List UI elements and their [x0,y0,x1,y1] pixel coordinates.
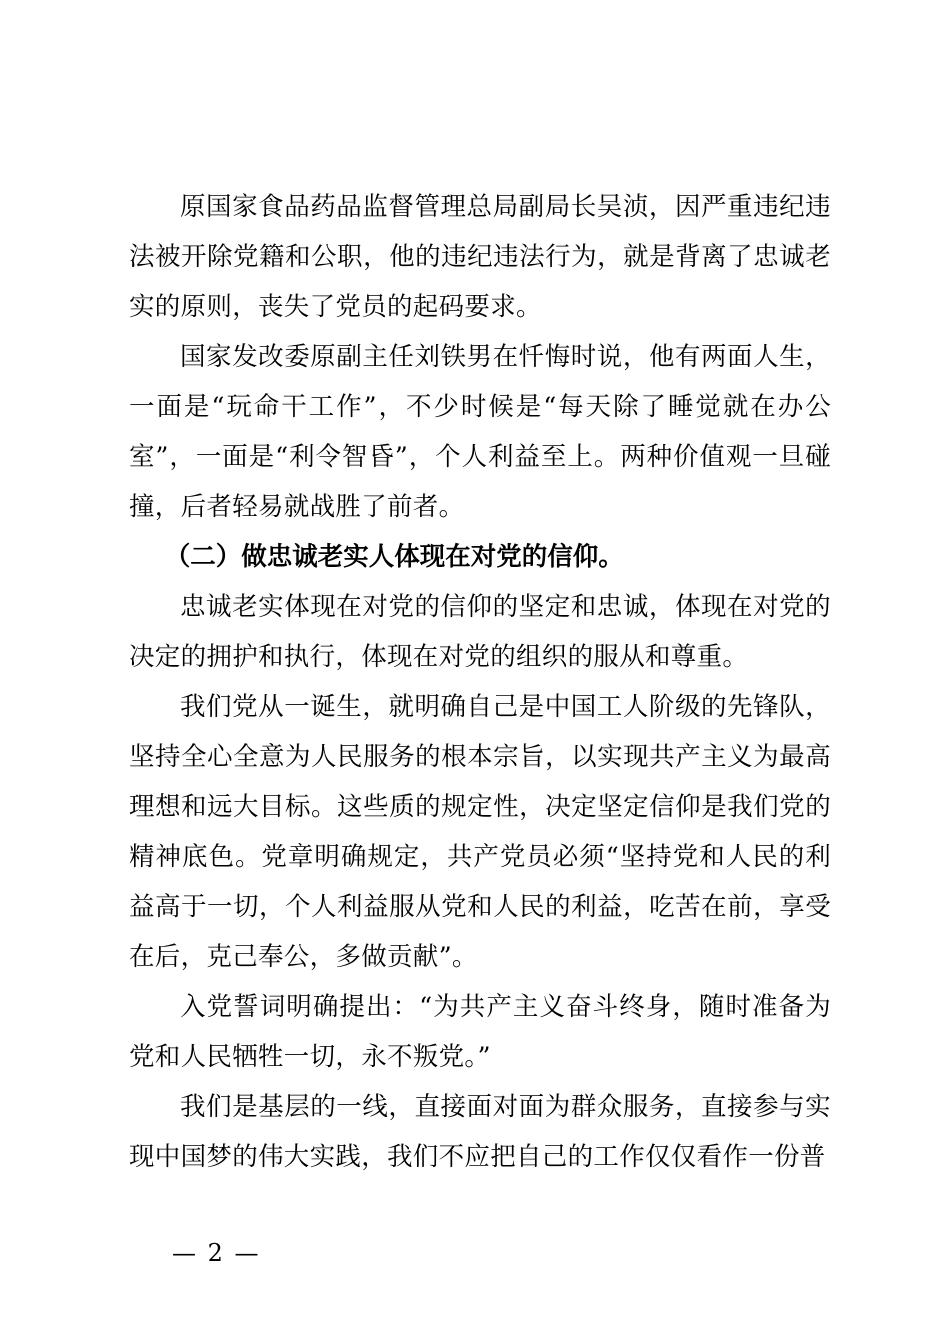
page-number: — 2 — [172,1239,261,1267]
paragraph: 入党誓词明确提出：“为共产主义奋斗终身，随时准备为党和人民牺牲一切，永不叛党。” [129,992,831,1072]
paragraph: 国家发改委原副主任刘铁男在忏悔时说，他有两面人生，一面是“玩命干工作”，不少时候是“每天除了睡觉就在办公室”，一面是“利令智昏”，个人利益至上。两种价值观一旦碰撞，后者轻易就战胜了前者。 [129,342,831,522]
paragraph: 忠诚老实体现在对党的信仰的坚定和忠诚，体现在对党的决定的拥护和执行，体现在对党的组织的服从和尊重。 [129,592,831,672]
paragraph: 原国家食品药品监督管理总局副局长吴浈，因严重违纪违法被开除党籍和公职，他的违纪违法行为，就是背离了忠诚老实的原则，丧失了党员的起码要求。 [129,192,831,322]
document-body [129,182,831,1182]
section-heading: （二）做忠诚老实人体现在对党的信仰。 [164,542,624,572]
paragraph: 我们是基层的一线，直接面对面为群众服务，直接参与实现中国梦的伟大实践，我们不应把自己的工作仅仅看作一份普 [129,1092,831,1172]
paragraph: 我们党从一诞生，就明确自己是中国工人阶级的先锋队，坚持全心全意为人民服务的根本宗旨，以实现共产主义为最高理想和远大目标。这些质的规定性，决定坚定信仰是我们党的精神底色。党章明确规定，共产党员必须“坚持党和人民的利益高于一切，个人利益服从党和人民的利益，吃苦在前，享受在后，克己奉公，多做贡献”。 [129,692,831,972]
